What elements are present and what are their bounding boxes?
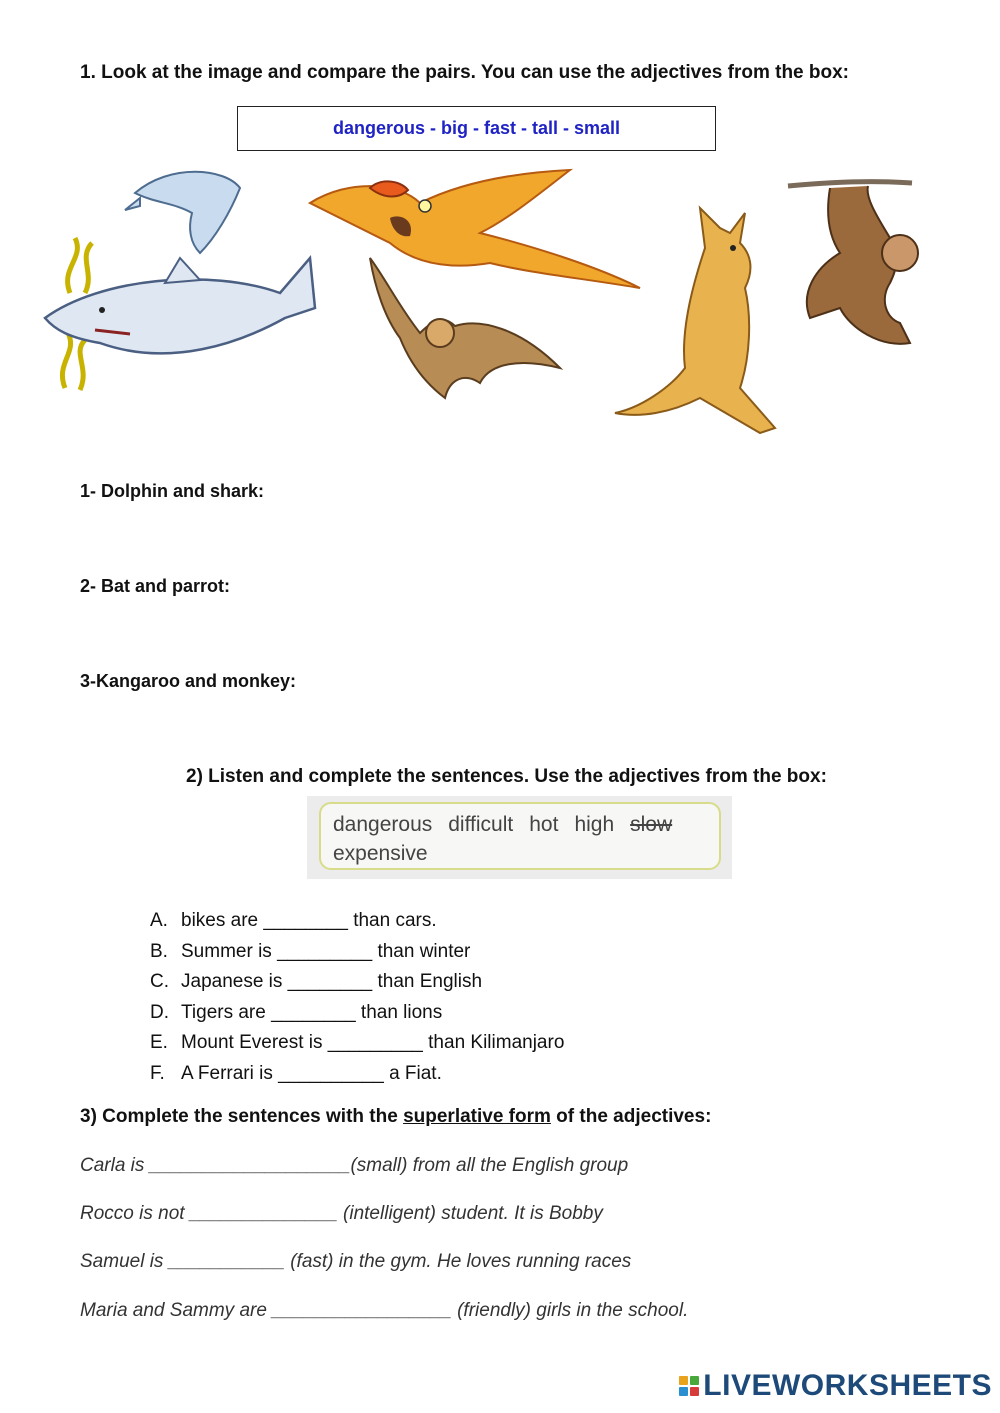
list-text: A Ferrari is __________ a Fiat. [181,1062,442,1084]
word-chip: hot [529,813,559,836]
parrot-icon [310,170,640,288]
superlative-sentence: Maria and Sammy are _________________ (friendly) girls in the school. [80,1300,689,1321]
bat-icon [370,258,560,398]
liveworksheets-logo [679,1369,992,1403]
logo-text: LIVEWORKSHEETS [703,1369,992,1402]
word-chip: difficult [448,813,514,836]
list-text: Tigers are ________ than lions [181,1001,443,1023]
superlative-sentence: Carla is ___________________(small) from all the English group [80,1155,629,1176]
word-chip: expensive [333,842,428,865]
monkey-icon [788,182,918,344]
animals-illustration [40,158,940,440]
logo-icon [679,1376,699,1396]
list-item [150,967,564,998]
pair-dolphin-shark: 1- Dolphin and shark: [80,481,265,501]
list-item [150,998,564,1029]
dolphin-icon [125,172,240,253]
superlative-sentence: Rocco is not ______________ (intelligent) student. It is Bobby [80,1203,603,1224]
list-letter: D. [150,1001,169,1023]
section3-title [80,1106,711,1128]
list-item [150,937,564,968]
list-item [150,906,564,937]
list-item [150,1028,564,1059]
pair-kangaroo-monkey: 3-Kangaroo and monkey: [80,671,297,691]
list-text: bikes are ________ than cars. [181,910,437,931]
section3-title-start: 3) Complete the sentences with the [80,1106,404,1127]
section2-title: 2) Listen and complete the sentences. Use the adjectives from the box: [186,766,827,787]
list-letter: F. [150,1062,165,1084]
kangaroo-icon [615,208,775,433]
word-box [307,796,732,879]
list-letter: B. [150,940,168,962]
superlative-sentence: Samuel is ___________ (fast) in the gym. He loves running races [80,1251,632,1272]
word-chip: dangerous [333,813,433,836]
word-box-inner [319,802,721,870]
fill-in-list [150,906,564,1090]
list-text: Japanese is ________ than English [181,971,483,993]
list-text: Mount Everest is _________ than Kilimanjaro [181,1032,565,1054]
section3-title-end: of the adjectives: [550,1106,712,1127]
list-letter: A. [150,910,168,931]
crossed-word-chip: slow [630,813,673,836]
section1-title: 1. Look at the image and compare the pairs. You can use the adjectives from the box: [80,62,849,83]
section3-title-underlined: superlative form [403,1106,551,1127]
list-letter: E. [150,1032,168,1054]
list-text: Summer is _________ than winter [181,940,471,962]
pair-bat-parrot: 2- Bat and parrot: [80,576,231,596]
list-item [150,1059,564,1090]
word-chip: high [574,813,615,836]
adjectives-box: dangerous - big - fast - tall - small [237,106,716,151]
list-letter: C. [150,971,169,993]
